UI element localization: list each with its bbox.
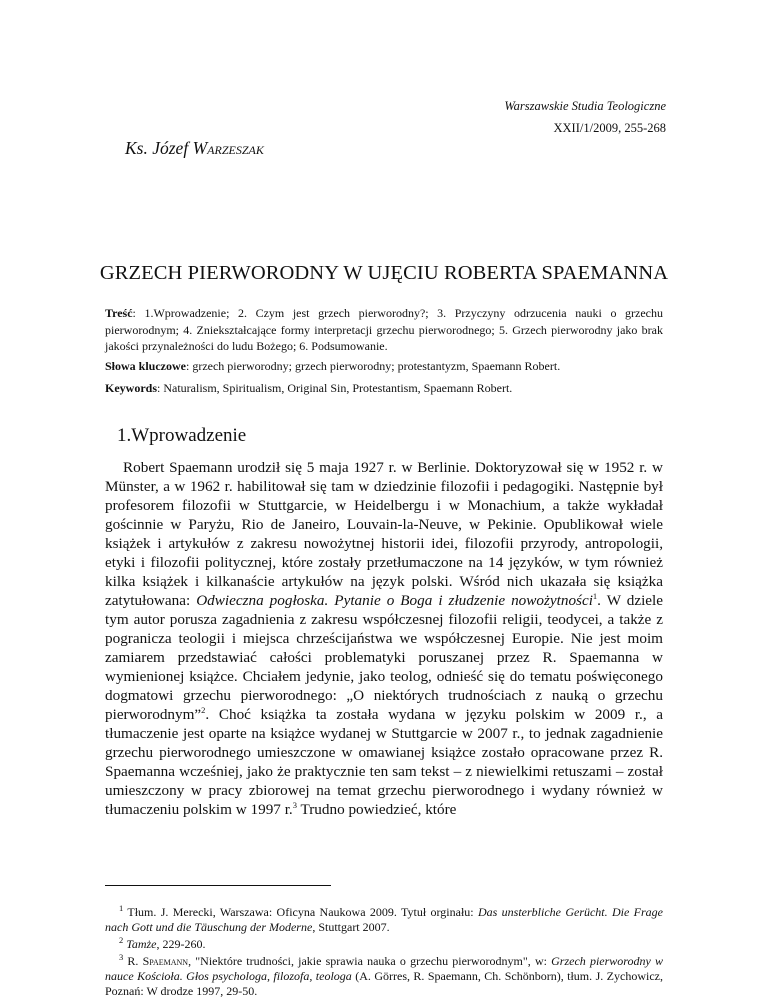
keywords-english bbox=[105, 380, 663, 397]
footnotes bbox=[105, 905, 663, 1001]
keywords-en-label: Keywords bbox=[105, 381, 157, 395]
section-heading: 1.Wprowadzenie bbox=[117, 425, 247, 446]
paragraph bbox=[105, 458, 663, 819]
article-title: GRZECH PIERWORODNY W UJĘCIU ROBERTA SPAEMANNA bbox=[99, 262, 669, 284]
footnote-1 bbox=[105, 905, 663, 935]
footnote-number: 3 bbox=[119, 952, 124, 962]
footnote-number: 1 bbox=[119, 903, 124, 913]
footnote-number: 2 bbox=[119, 935, 124, 945]
author-name bbox=[125, 138, 264, 159]
footnote-ref-3[interactable]: 3 bbox=[292, 799, 297, 810]
footnote-text: Tłum. J. Merecki, Warszawa: Oficyna Naukowa 2009. Tytuł orginału: bbox=[123, 905, 478, 919]
paragraph-text: . W dziele tym autor porusza zagadnienia z zakresu współczesnej filozofii religii, teodycei, a także z pogranicza teologii i miejsca chrześcijaństwa we współczesnej Europie. Nie jest moim zamiarem przedstawiać całości problematyki poruszanej przez R. Spaemanna w wymienionej książce. Chciałem jedynie, jako teolog, odnieść się do tematu poświęconego dogmatowi grzechu pierworodnego: „O niektórych trudnościach z nauką o grzechu pierworodnym” bbox=[105, 592, 664, 723]
footnote-title: Das unsterbliche Gerücht. Die Frage nach Gott und die Täuschung der Moderne bbox=[105, 905, 663, 934]
footnote-divider bbox=[105, 885, 331, 886]
keywords-polish bbox=[105, 358, 663, 375]
footnote-title: Grzech pierworodny w nauce Kościoła. Głos psychologa, filozofa, teologa bbox=[105, 954, 664, 983]
footnote-text: , 229-260. bbox=[156, 937, 206, 951]
paragraph-text: Robert Spaemann urodził się 5 maja 1927 r. w Berlinie. Doktoryzował się w 1952 r. w Münster, a w 1962 r. habilitował się tam w dziedzinie filozofii i pedagogiki. Następnie był profesorem filozofii w Stuttgarcie, w Heidelbergu i w Monachium, a także wykładał gościnnie w Paryżu, Rio de Janeiro, Louvain-la-Neuve, w Pekinie. Opublikował wiele książek i artykułów z zakresu nowożytnej historii idei, filozofii przyrody, antropologii, etyki i filozofii politycznej, które zostały przetłumaczone na 14 języków, w tym również kilka książek i kilkanaście artykułów na język polski. Wśród nich ukazała się książka zatytułowana: bbox=[105, 459, 663, 609]
journal-volume: XXII/1/2009, 255-268 bbox=[553, 121, 666, 135]
footnote-title: Tamże bbox=[126, 937, 157, 951]
footnote-text: (A. Görres, R. Spaemann, Ch. Schönborn), tłum. J. Zychowicz, Poznań: W drodze 1997, 29-50. bbox=[105, 969, 663, 998]
keywords-pl-text: : grzech pierworodny; grzech pierworodny; protestantyzm, Spaemann Robert. bbox=[186, 359, 561, 373]
journal-name: Warszawskie Studia Teologiczne bbox=[504, 99, 666, 113]
body-text bbox=[105, 458, 663, 819]
paragraph-text: . Choć książka ta została wydana w języku polskim w 2009 r., a tłumaczenie jest oparte na książce wydanej w Stuttgarcie w 2007 r., to jednak zagadnienie grzechu pierworodnego umieszczone w omawianej książce zostało opracowane przez R. Spaemanna wcześniej, jako że praktycznie ten sam tekst – z niewielkimi retuszami – został umieszczony w pracy zbiorowej na temat grzechu pierworodnego i wydany również w tłumaczeniu polskim w 1997 r. bbox=[105, 706, 663, 818]
author-prefix: Ks. Józef bbox=[125, 138, 193, 158]
keywords-en-text: : Naturalism, Spiritualism, Original Sin, Protestantism, Spaemann Robert. bbox=[157, 381, 513, 395]
footnote-3 bbox=[105, 954, 663, 999]
footnote-text: , Stuttgart 2007. bbox=[312, 920, 390, 934]
paragraph-text: Trudno powiedzieć, które bbox=[296, 801, 457, 818]
contents-label: Treść bbox=[105, 306, 133, 320]
footnote-ref-2[interactable]: 2 bbox=[201, 704, 206, 715]
keywords-pl-label: Słowa kluczowe bbox=[105, 359, 186, 373]
footnote-author: R. Spaemann bbox=[123, 954, 189, 968]
footnote-text: , "Niektóre trudności, jakie sprawia nauka o grzechu pierworodnym", w: bbox=[188, 954, 552, 968]
footnote-2 bbox=[105, 937, 663, 952]
book-title: Odwieczna pogłoska. Pytanie o Boga i złudzenie nowożytności bbox=[196, 592, 593, 609]
author-surname: Warzeszak bbox=[192, 138, 264, 158]
contents-text: : 1.Wprowadzenie; 2. Czym jest grzech pierworodny?; 3. Przyczyny odrzucenia nauki o grzechu pierworodnym; 4. Zniekształcające formy interpretacji grzechu pierworodnego; 5. Grzech pierworodny jako brak jakości przynależności do ludu Bożego; 6. Podsumowanie. bbox=[105, 306, 663, 353]
contents-summary bbox=[105, 305, 663, 355]
footnote-ref-1[interactable]: 1 bbox=[592, 590, 598, 601]
